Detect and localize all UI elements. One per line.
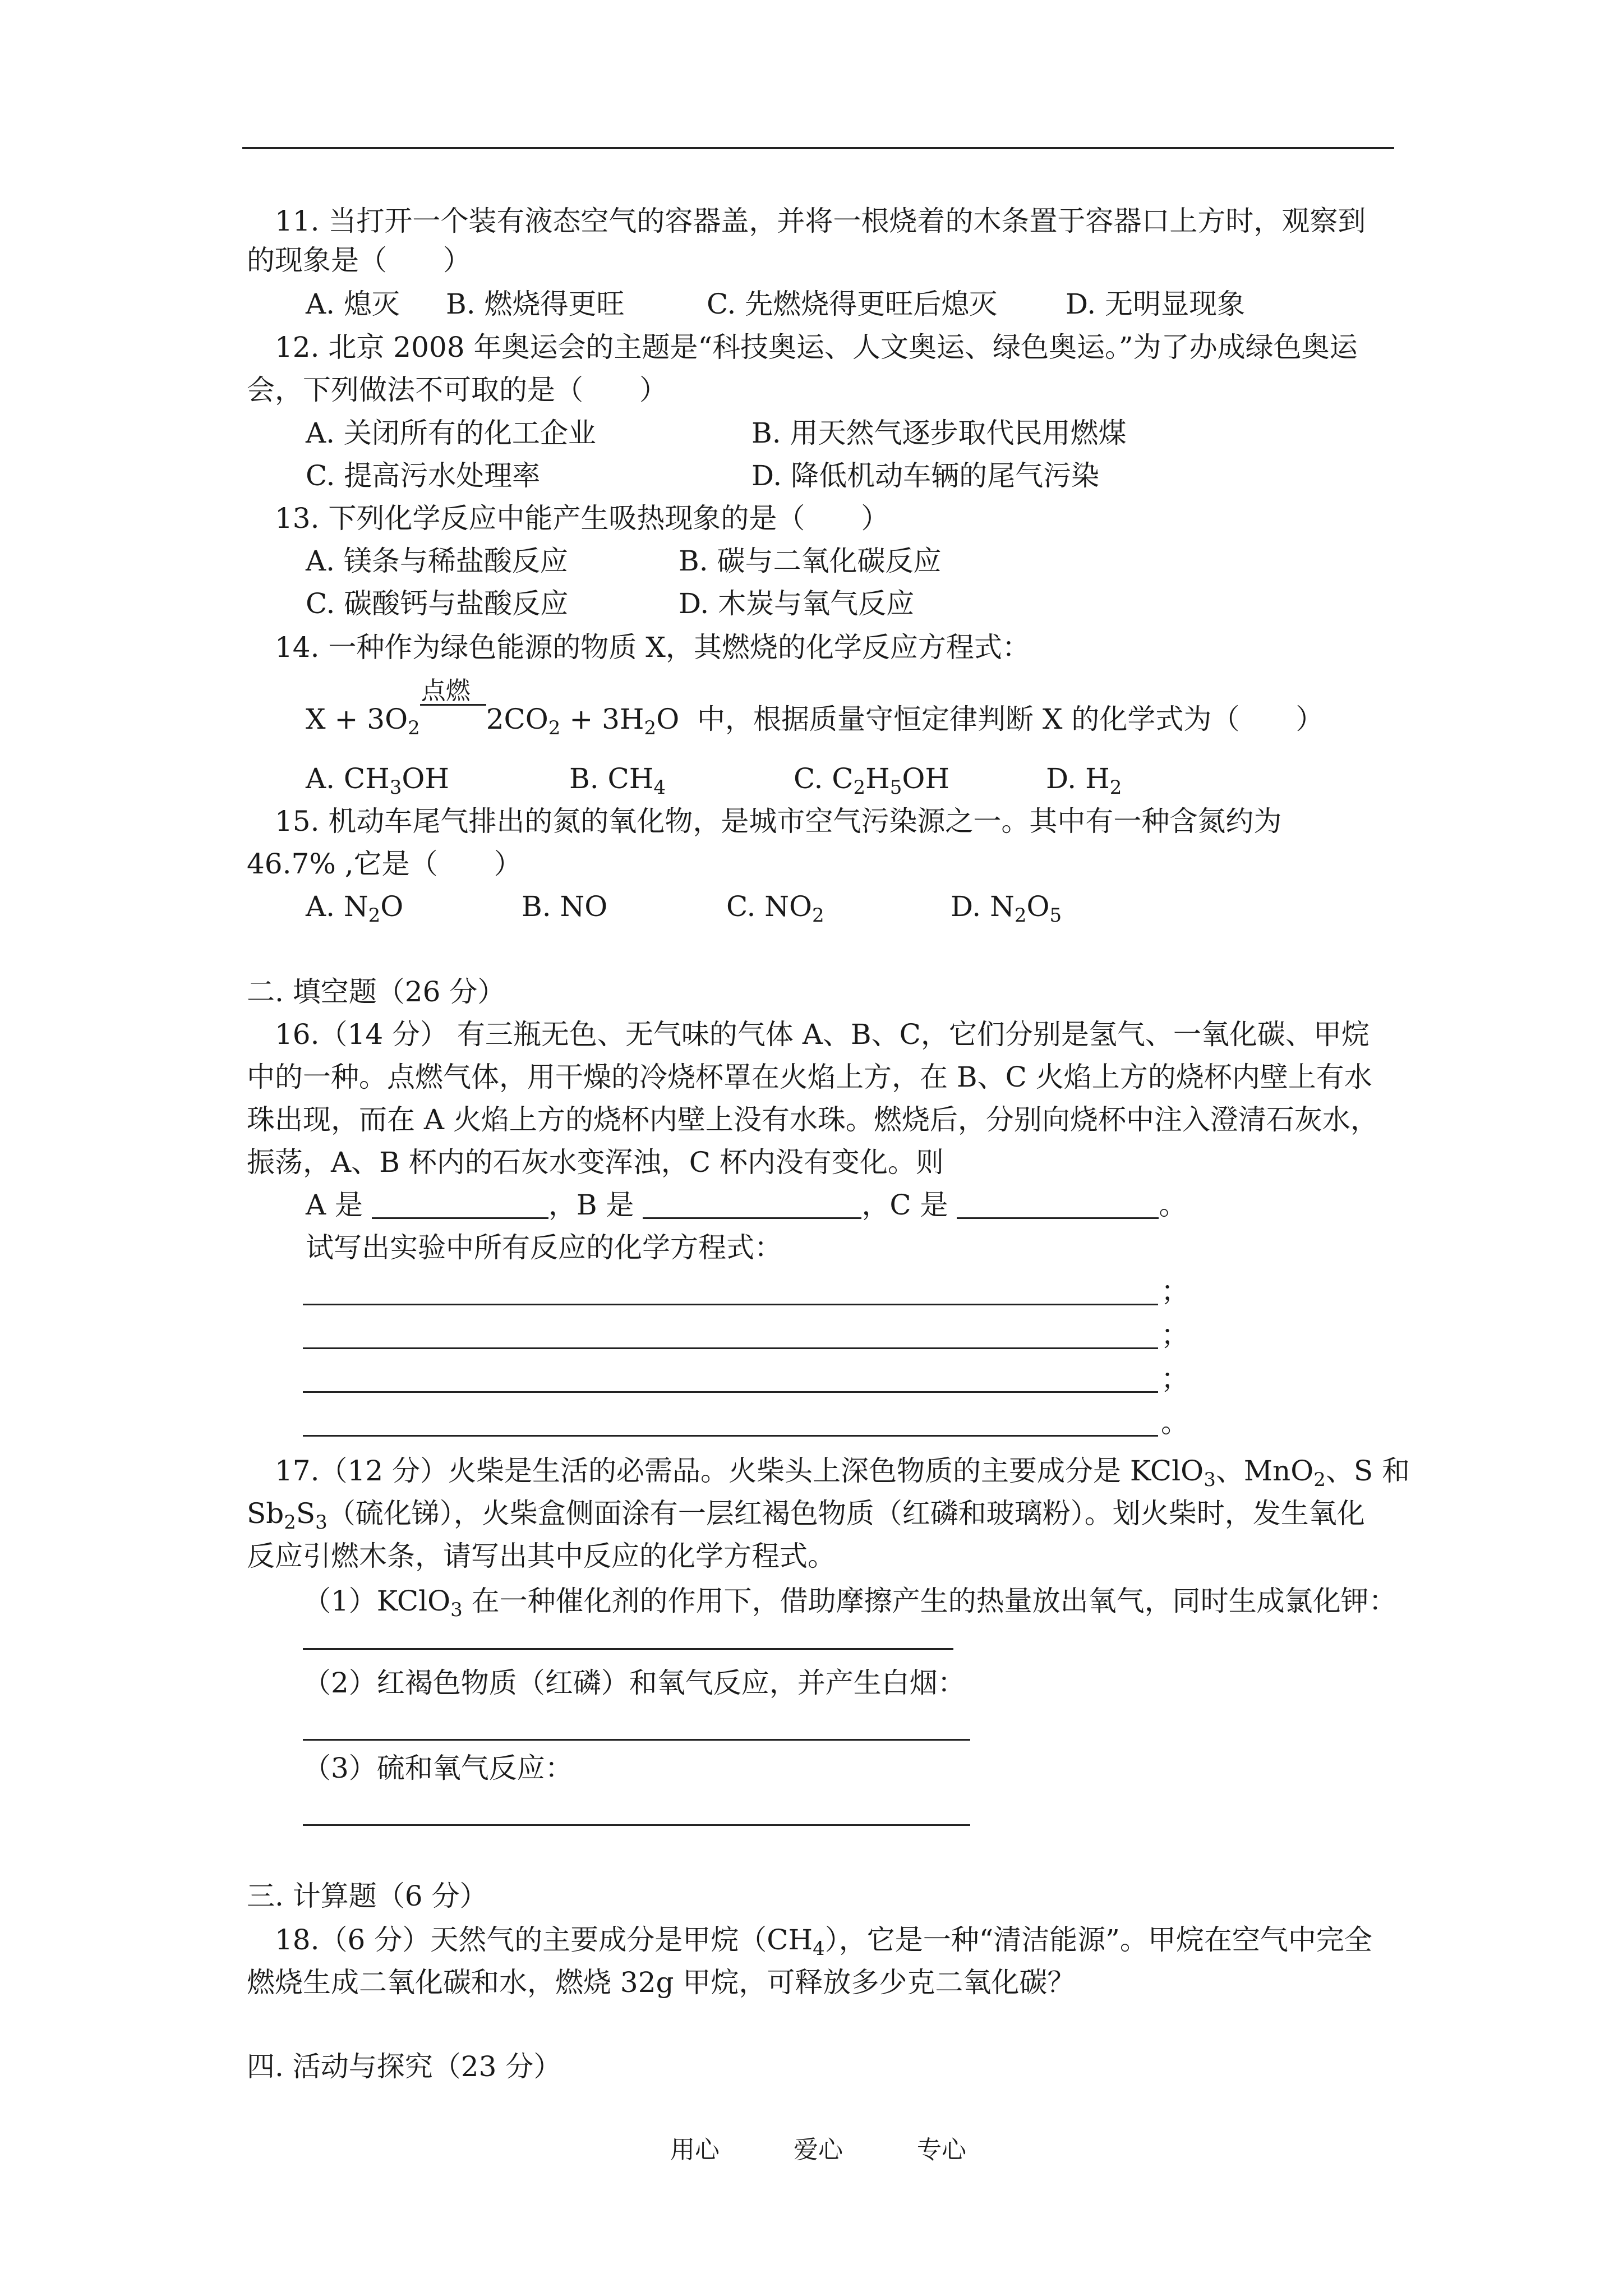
option-text: O — [380, 890, 404, 923]
q17-part3-answer-line[interactable] — [303, 1824, 970, 1826]
eq-sub: 2 — [408, 717, 420, 739]
answer-c-blank[interactable] — [957, 1191, 1159, 1219]
q13-option-a: A. 镁条与稀盐酸反应 — [306, 545, 568, 577]
footer-text-3: 专心 — [917, 2136, 966, 2164]
q12-option-b: B. 用天然气逐步取代民用燃煤 — [751, 417, 1127, 449]
reaction-condition — [420, 677, 486, 729]
formula-sub: 2 — [1313, 1469, 1326, 1491]
q17-text: （硫化锑），火柴盒侧面涂有一层红褐色物质（红磷和玻璃粉）。划火柴时，发生氧化 — [327, 1497, 1365, 1530]
eq-plus: + 3H — [560, 703, 644, 735]
eq-tail: 中，根据质量守恒定律判断 X 的化学式为（ ） — [697, 703, 1324, 735]
answer-a-label: A 是 — [306, 1189, 372, 1221]
q11-option-d: D. 无明显现象 — [1066, 288, 1246, 320]
option-sub: 2 — [1109, 776, 1122, 799]
formula-sub: 4 — [813, 1938, 825, 1960]
option-text: D. N — [951, 890, 1015, 923]
q14-option-a — [306, 761, 449, 797]
section-4-heading: 四. 活动与探究（23 分） — [247, 2050, 562, 2083]
q17-text: （1）KClO — [303, 1585, 451, 1617]
q17-part1 — [303, 1583, 1397, 1619]
q18-text: 18.（6 分）天然气的主要成分是甲烷（CH — [275, 1924, 813, 1956]
q17-line2 — [247, 1496, 1365, 1534]
q14-option-b — [569, 761, 666, 797]
eq-mid: 2CO — [486, 703, 548, 735]
q12-line2: 会，下列做法不可取的是（ ） — [247, 374, 667, 406]
q11-option-b: B. 燃烧得更旺 — [446, 288, 625, 320]
eq-o: O — [656, 703, 680, 735]
equation-line-3[interactable] — [303, 1391, 1158, 1393]
q11-line2: 的现象是（ ） — [247, 244, 471, 277]
answer-b-label: ，B 是 — [548, 1189, 643, 1221]
q16-line4: 振荡，A、B 杯内的石灰水变浑浊，C 杯内没有变化。则 — [247, 1146, 944, 1179]
option-sub: 5 — [889, 776, 902, 799]
q17-text: 、MnO — [1215, 1455, 1314, 1487]
q12-option-d: D. 降低机动车辆的尾气污染 — [751, 459, 1100, 492]
footer-text-1: 用心 — [670, 2136, 720, 2164]
q15-option-d — [951, 889, 1062, 927]
equation-line-1[interactable] — [303, 1304, 1158, 1305]
formula-sub: 2 — [284, 1511, 296, 1534]
option-text: C. NO — [726, 890, 813, 923]
header-rule — [242, 147, 1394, 149]
q16-answer-row — [306, 1187, 1187, 1223]
q11-line1: 11. 当打开一个装有液态空气的容器盖，并将一根烧着的木条置于容器口上方时，观察到 — [275, 205, 1366, 237]
section-2-heading: 二. 填空题（26 分） — [247, 976, 506, 1008]
option-text: B. CH — [569, 762, 654, 795]
q12-option-a: A. 关闭所有的化工企业 — [306, 417, 596, 449]
q16-line2: 中的一种。点燃气体，用干燥的冷烧杯罩在火焰上方，在 B、C 火焰上方的烧杯内壁上有水 — [247, 1061, 1372, 1093]
q18-text: ），它是一种“清洁能源”。甲烷在空气中完全 — [824, 1924, 1372, 1956]
formula-sub: 3 — [315, 1511, 328, 1534]
option-sub: 2 — [853, 776, 866, 799]
formula-sub: 3 — [450, 1599, 463, 1621]
q15-option-b: B. NO — [522, 890, 608, 923]
q17-part3: （3）硫和氧气反应： — [303, 1752, 573, 1784]
q17-text: Sb — [247, 1497, 284, 1530]
q17-part1-answer-line[interactable] — [303, 1648, 953, 1650]
q17-line3: 反应引燃木条，请写出其中反应的化学方程式。 — [247, 1540, 836, 1572]
option-text: H — [865, 762, 890, 795]
q13-option-b: B. 碳与二氧化碳反应 — [679, 545, 942, 577]
q15-option-c — [726, 889, 824, 927]
q17-part2: （2）红褐色物质（红磷）和氧气反应，并产生白烟： — [303, 1667, 966, 1699]
q15-line2: 46.7% ,它是（ ） — [247, 848, 522, 880]
q16-line3: 珠出现，而在 A 火焰上方的烧杯内壁上没有水珠。燃烧后，分别向烧杯中注入澄清石灰水， — [247, 1103, 1378, 1136]
q14-option-d — [1046, 761, 1122, 797]
option-text: C. C — [794, 762, 854, 795]
q16-prompt: 试写出实验中所有反应的化学方程式： — [306, 1231, 782, 1264]
option-text: A. CH — [306, 762, 390, 795]
option-text: A. N — [306, 890, 368, 923]
q17-text: 在一种催化剂的作用下，借助摩擦产生的热量放出氧气，同时生成氯化钾： — [462, 1585, 1397, 1617]
option-text: O — [1026, 890, 1050, 923]
condition-bar — [420, 704, 486, 706]
q14-equation — [306, 677, 1324, 739]
eq-left: X + 3O — [306, 703, 408, 735]
footer-text-2: 爱心 — [794, 2136, 843, 2164]
q17-line1 — [275, 1453, 1410, 1489]
q14-line1: 14. 一种作为绿色能源的物质 X，其燃烧的化学反应方程式： — [275, 631, 1030, 664]
q18-line1 — [275, 1922, 1372, 1958]
eq-sub: 2 — [644, 717, 657, 739]
answer-c-label: ，C 是 — [861, 1189, 957, 1221]
semicolon: ； — [1161, 1319, 1189, 1351]
option-sub: 2 — [1014, 904, 1027, 927]
answer-b-blank[interactable] — [643, 1191, 861, 1219]
q13-line1: 13. 下列化学反应中能产生吸热现象的是（ ） — [275, 502, 889, 535]
q17-text: S — [296, 1497, 316, 1530]
equation-line-4[interactable] — [303, 1435, 1158, 1437]
q14-option-c — [794, 761, 949, 797]
q18-line2: 燃烧生成二氧化碳和水，燃烧 32g 甲烷，可释放多少克二氧化碳？ — [247, 1966, 1076, 1999]
q13-option-c: C. 碳酸钙与盐酸反应 — [306, 587, 569, 620]
option-sub: 3 — [389, 776, 402, 799]
option-text: OH — [902, 762, 950, 795]
answer-a-blank[interactable] — [372, 1191, 548, 1219]
option-sub: 2 — [812, 904, 824, 927]
q11-option-c: C. 先燃烧得更旺后熄灭 — [707, 288, 998, 320]
option-sub: 2 — [368, 904, 381, 927]
option-sub: 5 — [1049, 904, 1062, 927]
formula-sub: 3 — [1204, 1469, 1216, 1491]
option-text: D. H — [1046, 762, 1110, 795]
answer-end-mark: 。 — [1159, 1189, 1187, 1221]
semicolon: ； — [1161, 1275, 1189, 1308]
q15-line1: 15. 机动车尾气排出的氮的氧化物，是城市空气污染源之一。其中有一种含氮约为 — [275, 805, 1282, 838]
option-text: OH — [402, 762, 450, 795]
q12-line1: 12. 北京 2008 年奥运会的主题是“科技奥运、人文奥运、绿色奥运。”为了办成绿色奥运 — [275, 331, 1358, 364]
condition-label: 点燃 — [421, 677, 471, 705]
q17-part2-answer-line[interactable] — [303, 1739, 970, 1741]
q12-option-c: C. 提高污水处理率 — [306, 459, 541, 492]
q17-text: 17.（12 分）火柴是生活的必需品。火柴头上深色物质的主要成分是 KClO — [275, 1455, 1204, 1487]
q16-line1: 16.（14 分） 有三瓶无色、无气味的气体 A、B、C，它们分别是氢气、一氧化碳、甲烷 — [275, 1018, 1370, 1051]
q17-text: 、S 和 — [1325, 1455, 1410, 1487]
equation-line-2[interactable] — [303, 1347, 1158, 1349]
semicolon: ； — [1161, 1363, 1189, 1395]
section-3-heading: 三. 计算题（6 分） — [247, 1880, 488, 1912]
period-mark: 。 — [1161, 1406, 1189, 1439]
q11-option-a: A. 熄灭 — [306, 288, 400, 320]
q15-option-a — [306, 889, 404, 927]
option-sub: 4 — [653, 776, 666, 799]
q13-option-d: D. 木炭与氧气反应 — [679, 587, 915, 620]
eq-sub: 2 — [548, 717, 561, 739]
